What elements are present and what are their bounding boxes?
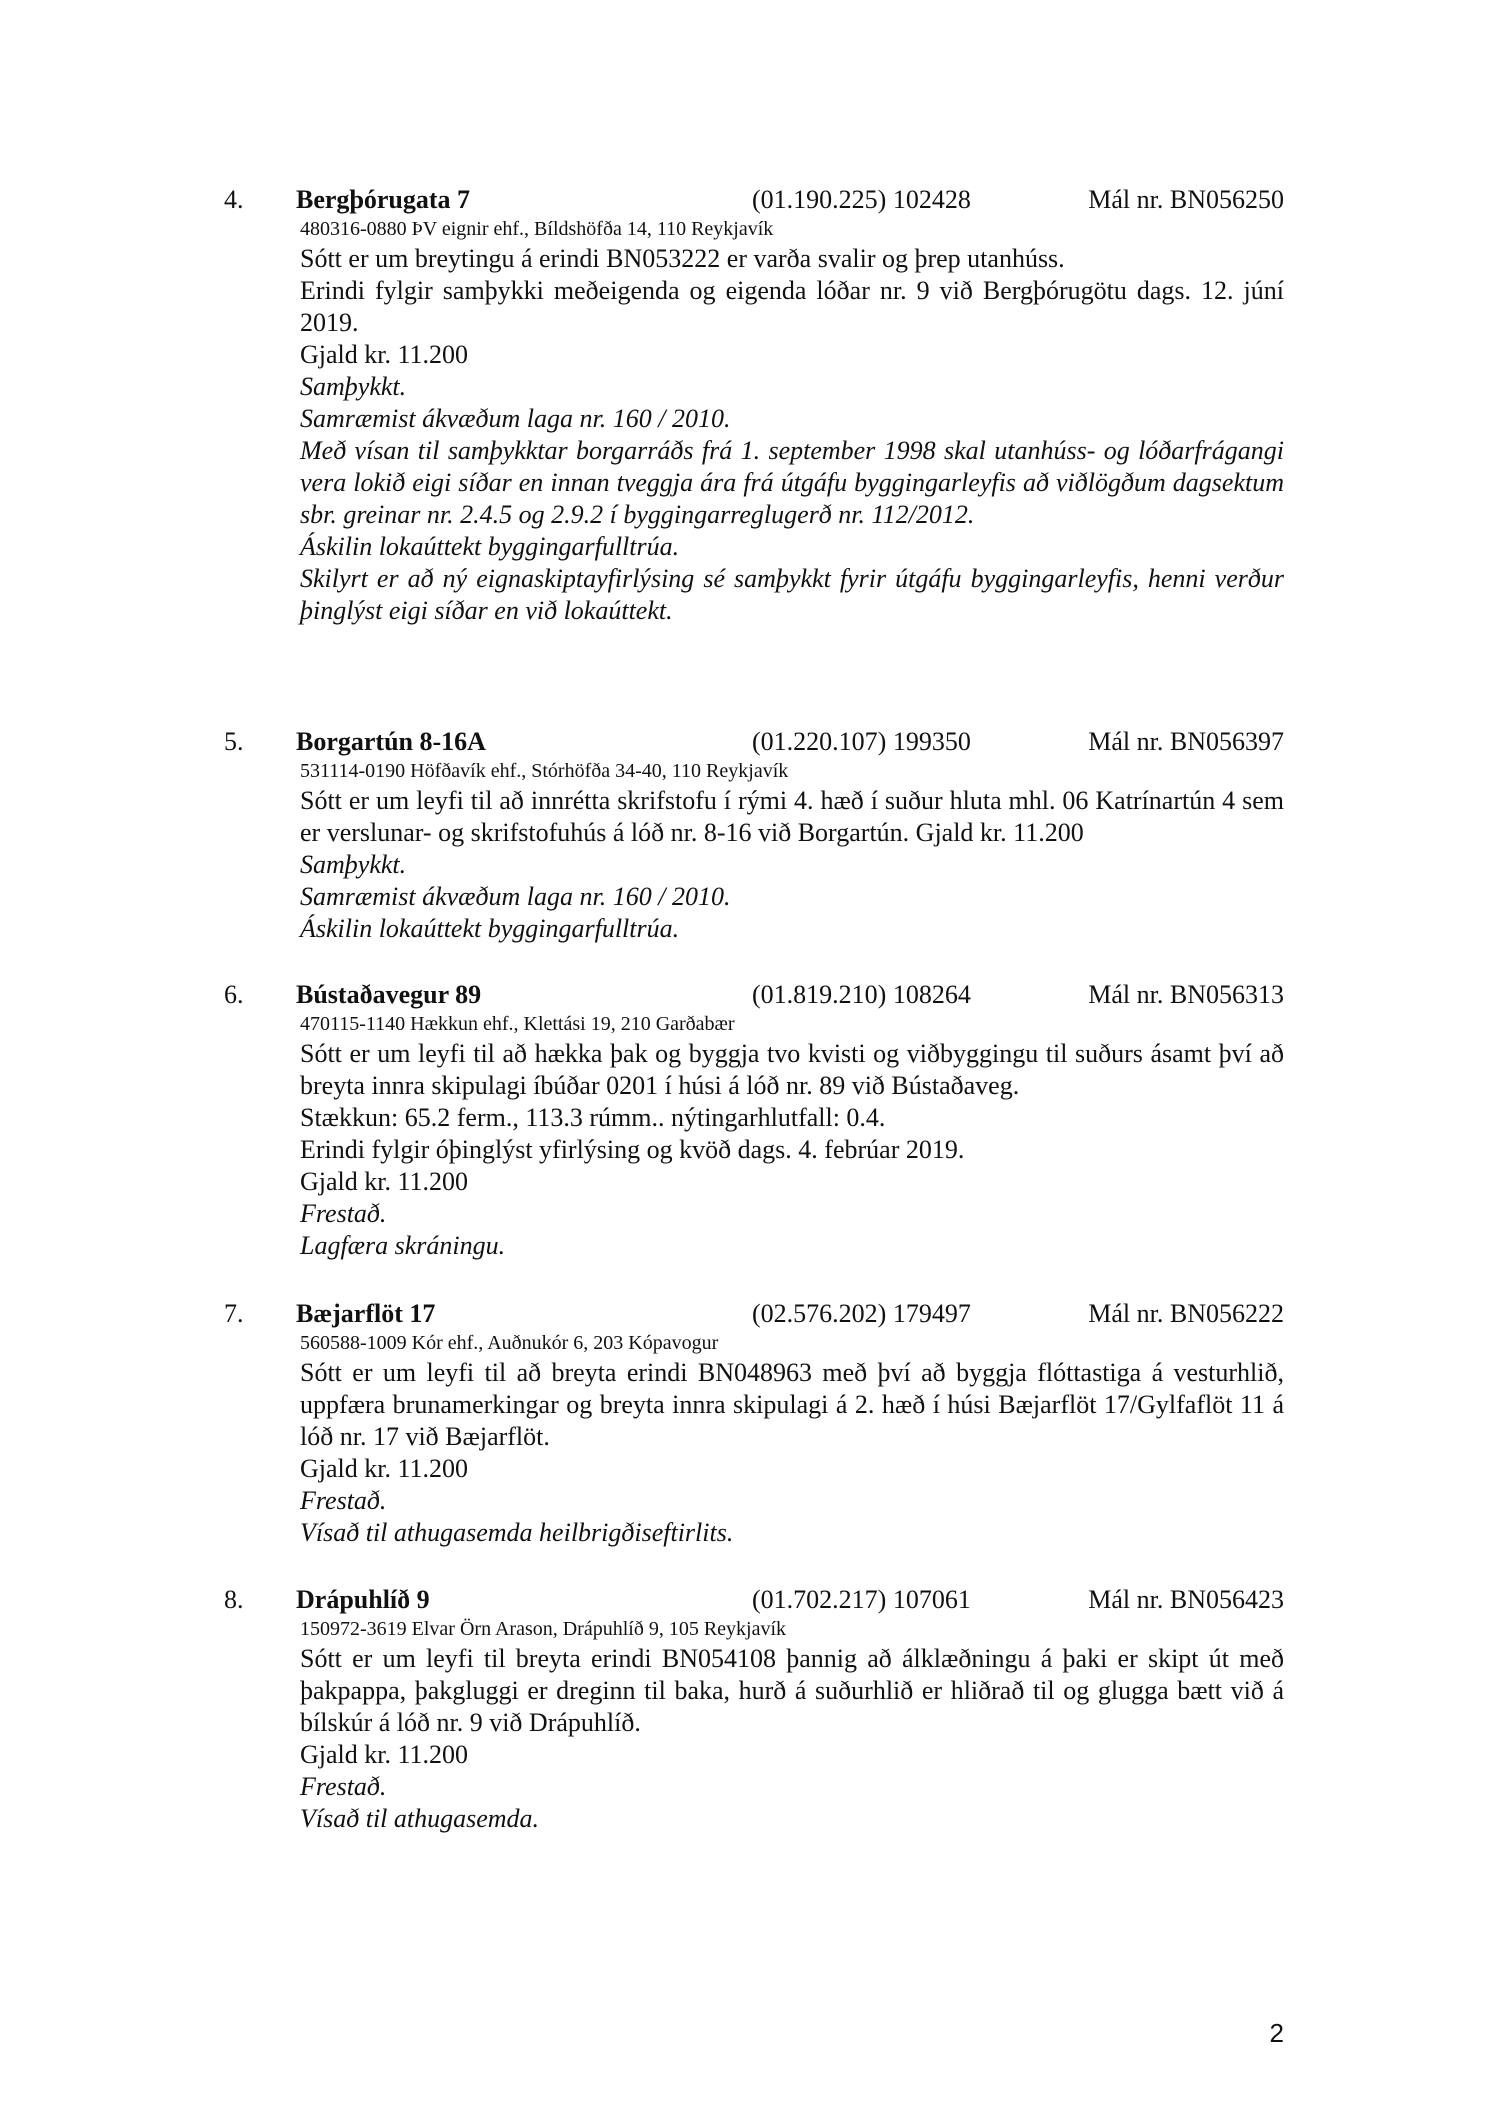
description-line: Stækkun: 65.2 ferm., 113.3 rúmm.. nýtingarhlutfall: 0.4.	[300, 1103, 886, 1132]
decision-line: Vísað til athugasemda heilbrigðiseftirlits.	[300, 1518, 734, 1547]
property-code: (01.220.107) 199350	[752, 727, 971, 756]
description-line: Erindi fylgir samþykki meðeigenda og eigenda lóðar nr. 9 við Bergþórugötu dags. 12. júní 2019.	[300, 276, 1284, 337]
decision-line: Frestað.	[300, 1486, 387, 1515]
description-line: Sótt er um leyfi til að innrétta skrifstofu í rými 4. hæð í suður hluta mhl. 06 Katrínartún 4 sem er verslunar- og skrifstofuhús á lóð nr. 8-16 við Borgartún. Gjald kr. 11.200	[300, 786, 1284, 847]
case-header	[224, 1584, 1284, 1616]
case-number: Mál nr. BN056222	[1088, 1299, 1284, 1328]
property-address: Bæjarflöt 17	[296, 1299, 436, 1328]
decision-line: Samræmist ákvæðum laga nr. 160 / 2010.	[300, 882, 731, 911]
applicant: 470115-1140 Hækkun ehf., Klettási 19, 210 Garðabær	[300, 1013, 735, 1035]
decision-line: Með vísan til samþykktar borgarráðs frá 1. september 1998 skal utanhúss- og lóðarfrágangi vera lokið eigi síðar en innan tveggja ára frá útgáfu byggingarleyfis að viðlögðum dagsektum sbr. greinar nr. 2.4.5 og 2.9.2 í byggingarreglugerð nr. 112/2012.	[300, 436, 1284, 529]
decision-line: Áskilin lokaúttekt byggingarfulltrúa.	[300, 532, 680, 561]
property-address: Drápuhlíð 9	[296, 1585, 430, 1614]
decision-line: Frestað.	[300, 1772, 387, 1801]
case-header	[224, 184, 1284, 216]
description-line: Sótt er um leyfi til að hækka þak og byggja tvo kvisti og viðbyggingu til suðurs ásamt því að breyta innra skipulagi íbúðar 0201 í húsi á lóð nr. 89 við Bústaðaveg.	[300, 1039, 1284, 1100]
fee-line: Gjald kr. 11.200	[300, 1167, 469, 1196]
decision-line: Samþykkt.	[300, 372, 407, 401]
property-address: Bergþórugata 7	[296, 185, 471, 214]
case-number: Mál nr. BN056397	[1088, 727, 1284, 756]
case-body	[300, 758, 1284, 945]
item-number: 8.	[224, 1585, 244, 1614]
decision-line: Skilyrt er að ný eignaskiptayfirlýsing sé samþykkt fyrir útgáfu byggingarleyfis, henni verður þinglýst eigi síðar en við lokaúttekt.	[300, 564, 1284, 625]
property-address: Borgartún 8-16A	[296, 727, 486, 756]
property-code: (01.702.217) 107061	[752, 1585, 971, 1614]
fee-line: Gjald kr. 11.200	[300, 1740, 469, 1769]
decision-line: Frestað.	[300, 1199, 387, 1228]
decision-line: Lagfæra skráningu.	[300, 1231, 506, 1260]
case-header	[224, 726, 1284, 758]
property-code: (02.576.202) 179497	[752, 1299, 971, 1328]
property-code: (01.190.225) 102428	[752, 185, 971, 214]
applicant: 150972-3619 Elvar Örn Arason, Drápuhlíð 9, 105 Reykjavík	[300, 1618, 787, 1640]
case-item	[224, 184, 1284, 627]
page-number: 2	[1269, 2018, 1284, 2048]
case-number: Mál nr. BN056313	[1088, 980, 1284, 1009]
case-body	[300, 1616, 1284, 1835]
case-number: Mál nr. BN056423	[1088, 1585, 1284, 1614]
case-body	[300, 216, 1284, 627]
description-line: Erindi fylgir óþinglýst yfirlýsing og kvöð dags. 4. febrúar 2019.	[300, 1135, 965, 1164]
description-line: Sótt er um leyfi til að breyta erindi BN048963 með því að byggja flóttastiga á vesturhlið, uppfæra brunamerkingar og breyta innra skipulagi á 2. hæð í húsi Bæjarflöt 17/Gylfaflöt 11 á lóð nr. 17 við Bæjarflöt.	[300, 1358, 1284, 1451]
description-line: Sótt er um breytingu á erindi BN053222 er varða svalir og þrep utanhúss.	[300, 244, 1065, 273]
item-number: 7.	[224, 1299, 244, 1328]
decision-line: Samræmist ákvæðum laga nr. 160 / 2010.	[300, 404, 731, 433]
property-code: (01.819.210) 108264	[752, 980, 971, 1009]
case-item	[224, 1584, 1284, 1835]
case-header	[224, 1298, 1284, 1330]
decision-line: Áskilin lokaúttekt byggingarfulltrúa.	[300, 914, 680, 943]
decision-line: Samþykkt.	[300, 850, 407, 879]
case-item	[224, 979, 1284, 1262]
property-address: Bústaðavegur 89	[296, 980, 482, 1009]
case-body	[300, 1330, 1284, 1549]
case-item	[224, 726, 1284, 945]
description-line: Sótt er um leyfi til breyta erindi BN054108 þannig að álklæðningu á þaki er skipt út með þakpappa, þakgluggi er dreginn til baka, hurð á suðurhlið er hliðrað til og glugga bætt við á bílskúr á lóð nr. 9 við Drápuhlíð.	[300, 1644, 1284, 1737]
item-number: 6.	[224, 980, 244, 1009]
item-number: 4.	[224, 185, 244, 214]
applicant: 480316-0880 ÞV eignir ehf., Bíldshöfða 14, 110 Reykjavík	[300, 218, 774, 240]
case-item	[224, 1298, 1284, 1549]
fee-line: Gjald kr. 11.200	[300, 1454, 469, 1483]
applicant: 560588-1009 Kór ehf., Auðnukór 6, 203 Kópavogur	[300, 1332, 719, 1354]
case-number: Mál nr. BN056250	[1088, 185, 1284, 214]
decision-line: Vísað til athugasemda.	[300, 1804, 540, 1833]
item-number: 5.	[224, 727, 244, 756]
applicant: 531114-0190 Höfðavík ehf., Stórhöfða 34-40, 110 Reykjavík	[300, 760, 789, 782]
case-body	[300, 1011, 1284, 1262]
case-header	[224, 979, 1284, 1011]
fee-line: Gjald kr. 11.200	[300, 340, 469, 369]
